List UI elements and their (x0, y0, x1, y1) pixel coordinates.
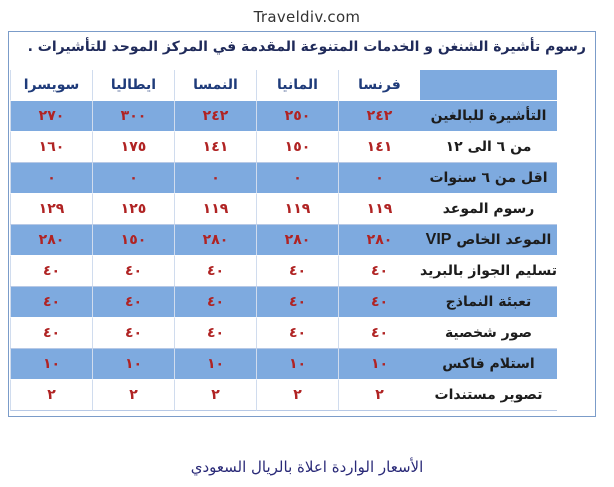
price-cell: ١٢٩ (10, 194, 92, 225)
row-label (420, 194, 557, 225)
price-cell: ١٥٠ (92, 225, 174, 256)
price-cell: ١١٩ (338, 194, 420, 225)
price-cell: ٢٤٢ (174, 101, 256, 132)
price-cell: ٠ (10, 163, 92, 194)
country-austria: النمسا (174, 70, 256, 101)
price-cell: ٠ (92, 163, 174, 194)
country-italy: ايطاليا (92, 70, 174, 101)
price-cell: ١٠ (174, 349, 256, 380)
price-cell: ٢٤٢ (338, 101, 420, 132)
price-cell: ٢ (10, 380, 92, 411)
table-row (10, 163, 557, 194)
price-cell: ٢ (256, 380, 338, 411)
price-cell: ٠ (174, 163, 256, 194)
price-cell: ١٥٠ (256, 132, 338, 163)
price-cell: ٤٠ (10, 287, 92, 318)
price-cell: ١٠ (338, 349, 420, 380)
price-cell: ١٠ (10, 349, 92, 380)
table-row (10, 318, 557, 349)
row-label-text: تسليم الجواز بالبريد (420, 263, 557, 279)
price-cell: ١٤١ (338, 132, 420, 163)
price-cell: ١٦٠ (10, 132, 92, 163)
row-label (420, 101, 557, 132)
row-label (420, 225, 557, 256)
country-france: فرنسا (338, 70, 420, 101)
table-row (10, 349, 557, 380)
price-cell: ٣٠٠ (92, 101, 174, 132)
row-label-text: صور شخصية (444, 325, 533, 341)
price-cell: ٢ (338, 380, 420, 411)
row-label (420, 132, 557, 163)
page-title: رسوم تأشيرة الشنغن و الخدمات المتنوعة المقدمة في المركز الموحد للتأشيرات . (27, 39, 586, 55)
price-cell: ١٧٥ (92, 132, 174, 163)
price-cell: ٤٠ (92, 256, 174, 287)
table-row (10, 287, 557, 318)
row-label (420, 380, 557, 411)
row-label-text: تعبئة النماذج (445, 294, 532, 310)
header-corner (420, 70, 557, 101)
price-cell: ٤٠ (174, 256, 256, 287)
price-cell: ١٤١ (174, 132, 256, 163)
price-cell: ٢٨٠ (174, 225, 256, 256)
row-label-suffix: VIP (425, 231, 452, 248)
row-label-text: رسوم الموعد (442, 201, 535, 217)
table-row (10, 225, 557, 256)
price-cell: ١٠ (256, 349, 338, 380)
price-cell: ٢٧٠ (10, 101, 92, 132)
row-label (420, 163, 557, 194)
table-row (10, 194, 557, 225)
price-table (10, 70, 557, 411)
price-cell: ٤٠ (10, 256, 92, 287)
row-label (420, 256, 557, 287)
table-row (10, 256, 557, 287)
row-label-text: من ٦ الى ١٢ (445, 139, 532, 155)
table-row (10, 132, 557, 163)
price-cell: ٢٥٠ (256, 101, 338, 132)
country-switzerland: سويسرا (10, 70, 92, 101)
price-cell: ٤٠ (256, 318, 338, 349)
site-watermark: Traveldiv.com (253, 8, 361, 26)
price-cell: ٤٠ (92, 287, 174, 318)
row-label (420, 349, 557, 380)
row-label-text: تصوير مستندات (434, 387, 543, 403)
price-cell: ٤٠ (174, 318, 256, 349)
price-cell: ٤٠ (174, 287, 256, 318)
price-cell: ٢٨٠ (256, 225, 338, 256)
price-cell: ٤٠ (338, 318, 420, 349)
row-label-text: الموعد الخاص (456, 232, 552, 248)
price-cell: ٤٠ (338, 256, 420, 287)
table-row (10, 101, 557, 132)
country-germany: المانيا (256, 70, 338, 101)
table-row (10, 380, 557, 411)
price-cell: ٠ (338, 163, 420, 194)
price-cell: ٤٠ (10, 318, 92, 349)
row-label-text: اقل من ٦ سنوات (429, 170, 548, 186)
price-cell: ٤٠ (338, 287, 420, 318)
price-cell: ١١٩ (174, 194, 256, 225)
row-label-text: استلام فاكس (442, 356, 535, 372)
price-cell: ١١٩ (256, 194, 338, 225)
row-label (420, 318, 557, 349)
header-row (10, 70, 557, 101)
price-cell: ٤٠ (256, 256, 338, 287)
row-label (420, 287, 557, 318)
price-cell: ١٢٥ (92, 194, 174, 225)
price-cell: ٢ (92, 380, 174, 411)
price-cell: ٤٠ (92, 318, 174, 349)
price-cell: ٢ (174, 380, 256, 411)
price-cell: ٢٨٠ (10, 225, 92, 256)
row-label-text: التأشيرة للبالغين (430, 108, 547, 124)
price-cell: ٤٠ (256, 287, 338, 318)
price-cell: ١٠ (92, 349, 174, 380)
price-cell: ٢٨٠ (338, 225, 420, 256)
currency-note: الأسعار الواردة اعلاة بالريال السعودي (190, 458, 424, 476)
price-cell: ٠ (256, 163, 338, 194)
